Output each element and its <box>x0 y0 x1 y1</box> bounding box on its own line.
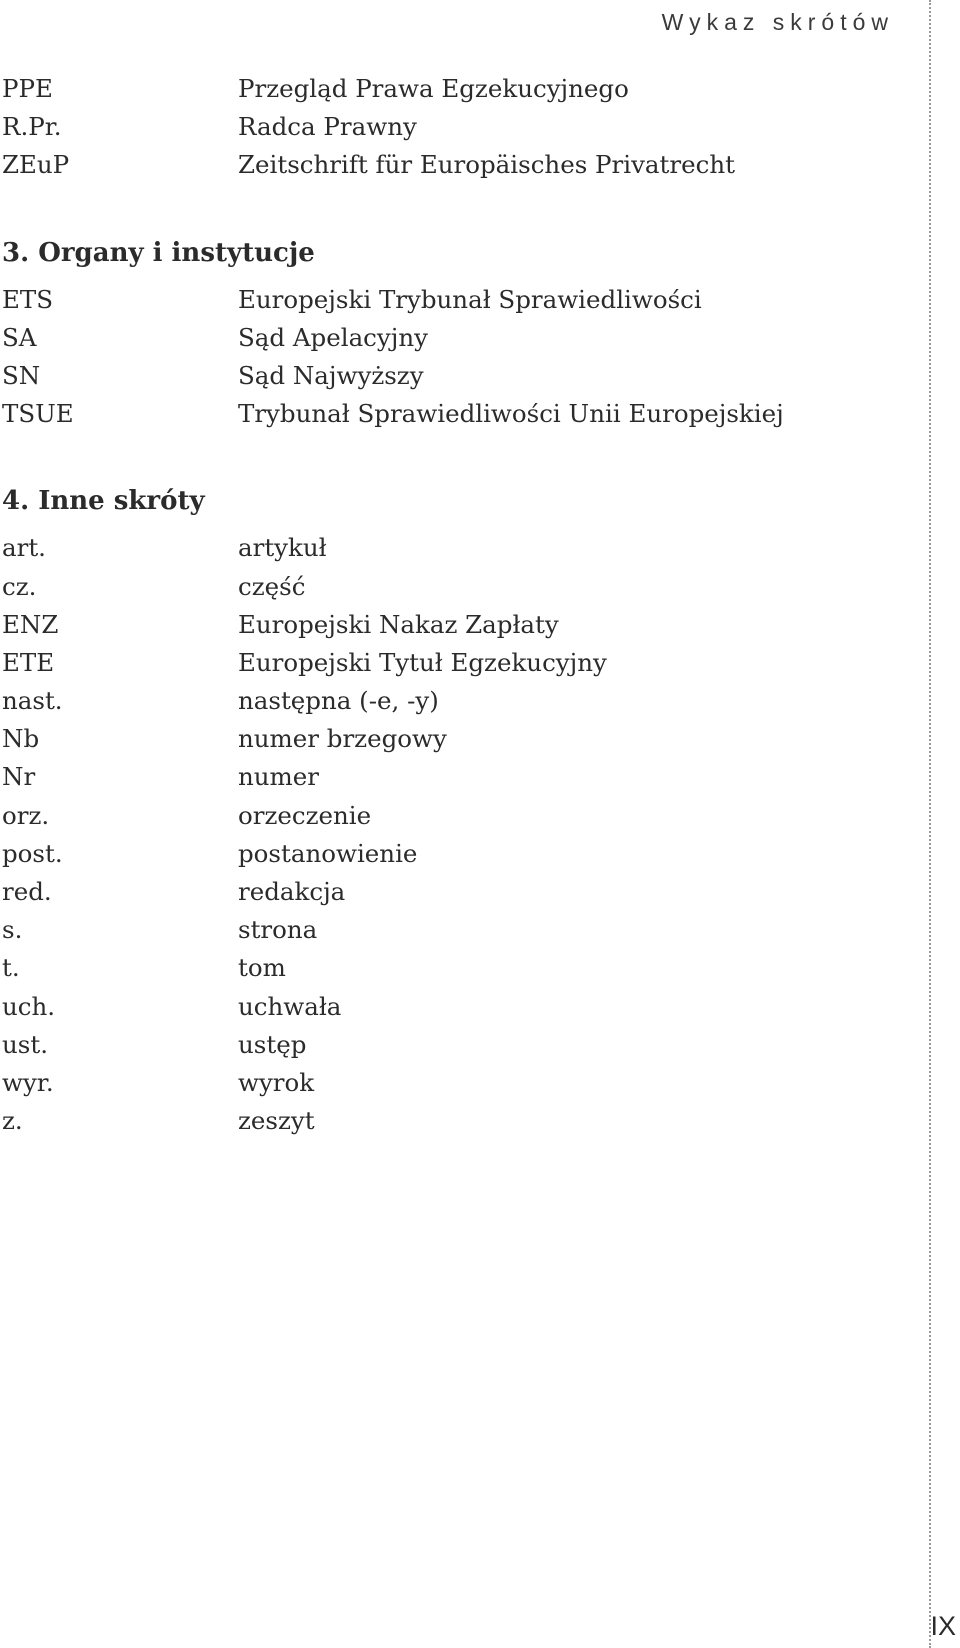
section-list <box>2 281 902 434</box>
list-item <box>2 835 902 873</box>
list-item <box>2 70 902 108</box>
expansion: zeszyt <box>238 1106 315 1136</box>
list-item <box>2 682 902 720</box>
abbreviation: post. <box>2 838 63 868</box>
abbreviation: ENZ <box>2 609 59 639</box>
expansion: tom <box>238 953 286 983</box>
continuation-list <box>2 70 902 185</box>
list-item <box>2 395 902 433</box>
abbreviation: TSUE <box>2 399 74 429</box>
expansion: Zeitschrift für Europäisches Privatrecht <box>238 150 735 180</box>
abbreviation: ETS <box>2 284 54 314</box>
margin-dotted-rule <box>929 0 931 1648</box>
abbreviation: SA <box>2 322 37 352</box>
abbreviation: ETE <box>2 647 55 677</box>
abbreviation: orz. <box>2 800 50 830</box>
abbreviation: R.Pr. <box>2 112 62 142</box>
list-item <box>2 949 902 987</box>
list-item <box>2 357 902 395</box>
list-item <box>2 873 902 911</box>
section-list <box>2 529 902 1140</box>
expansion: Radca Prawny <box>238 112 417 142</box>
abbreviation: Nb <box>2 724 40 754</box>
list-item <box>2 1064 902 1102</box>
expansion: następna (-e, -y) <box>238 686 439 716</box>
abbreviation: red. <box>2 877 52 906</box>
list-item <box>2 720 902 758</box>
expansion: numer brzegowy <box>238 724 447 754</box>
expansion: Trybunał Sprawiedliwości Unii Europejskiej <box>238 399 784 429</box>
expansion: orzeczenie <box>238 800 372 830</box>
expansion: Sąd Apelacyjny <box>238 322 428 352</box>
list-item <box>2 1102 902 1140</box>
expansion: postanowienie <box>238 838 418 868</box>
expansion: redakcja <box>238 877 346 906</box>
expansion: uchwała <box>238 991 342 1021</box>
expansion: artykuł <box>238 533 327 563</box>
abbreviation: cz. <box>2 571 37 601</box>
abbreviation: wyr. <box>2 1067 54 1097</box>
abbreviation: Nr <box>2 762 36 792</box>
list-item <box>2 319 902 357</box>
abbreviation: ust. <box>2 1029 48 1059</box>
expansion: strona <box>238 915 318 945</box>
abbreviation: t. <box>2 953 20 983</box>
list-item <box>2 758 902 796</box>
abbreviation: z. <box>2 1106 23 1136</box>
expansion: część <box>238 571 306 601</box>
expansion: Europejski Tytuł Egzekucyjny <box>238 647 607 677</box>
abbreviation: art. <box>2 533 46 563</box>
expansion: Sąd Najwyższy <box>238 360 424 390</box>
list-item <box>2 281 902 319</box>
expansion: Europejski Nakaz Zapłaty <box>238 609 559 639</box>
expansion: Przegląd Prawa Egzekucyjnego <box>238 74 629 103</box>
list-item <box>2 146 902 184</box>
list-item <box>2 1026 902 1064</box>
list-item <box>2 108 902 146</box>
list-item <box>2 529 902 567</box>
list-item <box>2 606 902 644</box>
list-item <box>2 568 902 606</box>
abbreviation: ZEuP <box>2 150 70 180</box>
list-item <box>2 797 902 835</box>
expansion: wyrok <box>238 1067 315 1097</box>
expansion: numer <box>238 762 320 792</box>
abbreviation-list <box>2 70 902 1140</box>
abbreviation: s. <box>2 915 23 945</box>
expansion: ustęp <box>238 1029 307 1059</box>
page-number: IX <box>930 1611 956 1641</box>
abbreviation: PPE <box>2 74 53 103</box>
list-item <box>2 911 902 949</box>
list-item <box>2 988 902 1026</box>
running-header: Wykaz skrótów <box>661 9 894 35</box>
list-item <box>2 644 902 682</box>
section-heading: 4. Inne skróty <box>2 486 205 517</box>
abbreviation: uch. <box>2 991 56 1021</box>
abbreviation: SN <box>2 360 41 390</box>
expansion: Europejski Trybunał Sprawiedliwości <box>238 284 702 314</box>
abbreviation: nast. <box>2 686 63 716</box>
section-heading: 3. Organy i instytucje <box>2 237 315 268</box>
